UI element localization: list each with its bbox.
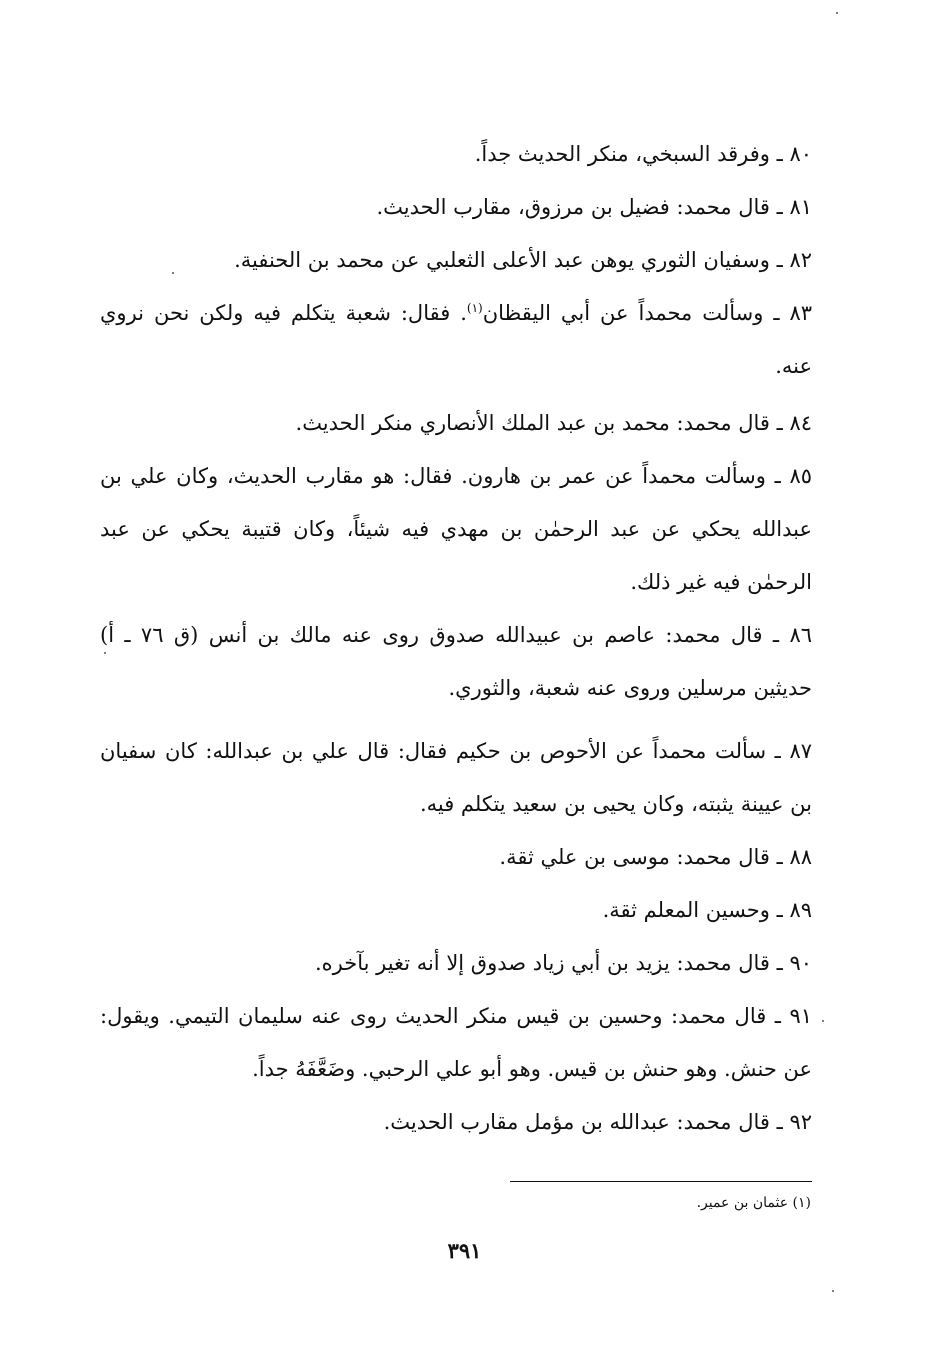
entry-83-text: ٨٣ ـ وسألت محمداً عن أبي اليقظان [482,301,812,325]
entry-84: ٨٤ ـ قال محمد: محمد بن عبد الملك الأنصاري منكر الحديث. [295,411,812,435]
entry-82: ٨٢ ـ وسفيان الثوري يوهن عبد الأعلى الثعلبي عن محمد بن الحنفية. [234,248,812,272]
entry-89: ٨٩ ـ وحسين المعلم ثقة. [602,898,812,922]
entry-83 [100,287,812,393]
entry-91: ٩١ ـ قال محمد: وحسين بن قيس منكر الحديث روى عنه سليمان التيمي. ويقول: عن حنش. وهو حنش بن قيس. وهو أبو علي الرحبي. وضَعَّفَهُ جداً. [100,1004,812,1081]
entry-81: ٨١ ـ قال محمد: فضيل بن مرزوق، مقارب الحديث. [376,195,812,219]
entry-90: ٩٠ ـ قال محمد: يزيد بن أبي زياد صدوق إلا أنه تغير بآخره. [314,951,812,975]
entry-85: ٨٥ ـ وسألت محمداً عن عمر بن هارون. فقال: هو مقارب الحديث، وكان علي بن عبدالله يحكي عن عبد الرحمٰن بن مهدي فيه شيئاً، وكان قتيبة يحكي عن عبد الرحمٰن فيه غير ذلك. [100,464,812,594]
entry-92: ٩٢ ـ قال محمد: عبدالله بن مؤمل مقارب الحديث. [383,1110,812,1134]
scan-speck [172,272,174,274]
entry-87: ٨٧ ـ سألت محمداً عن الأحوص بن حكيم فقال: قال علي بن عبدالله: كان سفيان بن عيينة يثبته، وكان يحيى بن سعيد يتكلم فيه. [100,739,812,816]
footnote: (١) عثمان بن عمير. [696,1195,811,1211]
main-text [100,128,812,1149]
footnote-separator [510,1181,812,1182]
scan-speck [836,12,838,14]
entry-88: ٨٨ ـ قال محمد: موسى بن علي ثقة. [499,845,812,869]
scan-speck [832,1290,834,1292]
scan-speck [822,1020,824,1022]
entry-83-rest: . فقال: شعبة يتكلم فيه ولكن نحن نروي عنه. [100,301,812,378]
footnote-marker: (١) [466,301,483,315]
entry-80: ٨٠ ـ وفرقد السبخي، منكر الحديث جداً. [474,142,812,166]
page-number: ٣٩١ [447,1238,482,1263]
scan-speck [104,652,106,654]
entry-86: ٨٦ ـ قال محمد: عاصم بن عبيدالله صدوق روى عنه مالك بن أنس (ق ٧٦ ـ أ) حديثين مرسلين وروى عنه شعبة، والثوري. [100,623,812,700]
